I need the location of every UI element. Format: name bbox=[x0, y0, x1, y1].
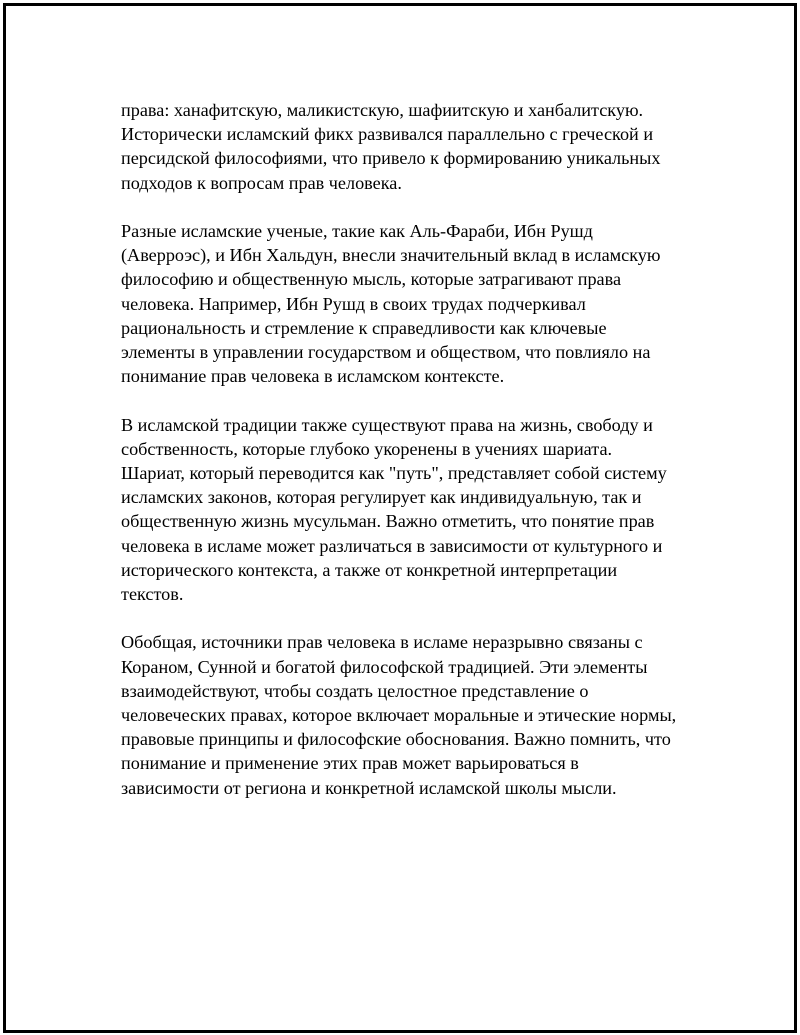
text-line: рациональность и стремление к справедливости как ключевые bbox=[121, 317, 607, 338]
paragraph-3 bbox=[121, 413, 711, 607]
text-line: исламских законов, которая регулирует как индивидуальную, так и bbox=[121, 487, 642, 508]
text-line: человека. Например, Ибн Рушд в своих трудах подчеркивал bbox=[121, 293, 586, 314]
document-body bbox=[121, 98, 711, 824]
text-line: (Аверроэс), и Ибн Хальдун, внесли значительный вклад в исламскую bbox=[121, 245, 661, 266]
text-line: В исламской традиции также существуют права на жизнь, свободу и bbox=[121, 414, 653, 435]
page-frame bbox=[3, 3, 797, 1033]
paragraph-1 bbox=[121, 98, 711, 195]
text-line: Шариат, который переводится как "путь", представляет собой систему bbox=[121, 463, 667, 484]
text-line: собственность, которые глубоко укоренены в учениях шариата. bbox=[121, 438, 613, 459]
text-line: элементы в управлении государством и обществом, что повлияло на bbox=[121, 342, 651, 363]
text-line: человеческих правах, которое включает моральные и этические нормы, bbox=[121, 705, 677, 726]
text-line: человека в исламе может различаться в зависимости от культурного и bbox=[121, 535, 663, 556]
text-line: философию и общественную мысль, которые затрагивают права bbox=[121, 269, 622, 290]
text-line: зависимости от региона и конкретной исламской школы мысли. bbox=[121, 777, 617, 798]
text-line: понимание и применение этих прав может варьироваться в bbox=[121, 753, 579, 774]
text-line: подходов к вопросам прав человека. bbox=[121, 172, 402, 193]
text-line: взаимодействуют, чтобы создать целостное представление о bbox=[121, 680, 589, 701]
text-line: права: ханафитскую, маликистскую, шафиитскую и ханбалитскую. bbox=[121, 100, 644, 120]
text-line: Разные исламские ученые, такие как Аль-Фараби, Ибн Рушд bbox=[121, 221, 593, 241]
text-line: понимание прав человека в исламском контексте. bbox=[121, 366, 505, 387]
text-line: Кораном, Сунной и богатой философской традицией. Эти элементы bbox=[121, 656, 648, 677]
text-line: исторического контекста, а также от конкретной интерпретации bbox=[121, 559, 618, 580]
text-line: Обобщая, источники прав человека в исламе неразрывно связаны с bbox=[121, 632, 643, 653]
text-line: общественную жизнь мусульман. Важно отметить, что понятие прав bbox=[121, 511, 655, 532]
text-line: правовые принципы и философские обоснования. Важно помнить, что bbox=[121, 729, 671, 750]
text-line: персидской философиями, что привело к формированию уникальных bbox=[121, 148, 661, 169]
text-line: текстов. bbox=[121, 584, 184, 605]
paragraph-4 bbox=[121, 630, 711, 799]
text-line: Исторически исламский фикх развивался параллельно с греческой и bbox=[121, 124, 654, 145]
paragraph-2 bbox=[121, 219, 711, 388]
